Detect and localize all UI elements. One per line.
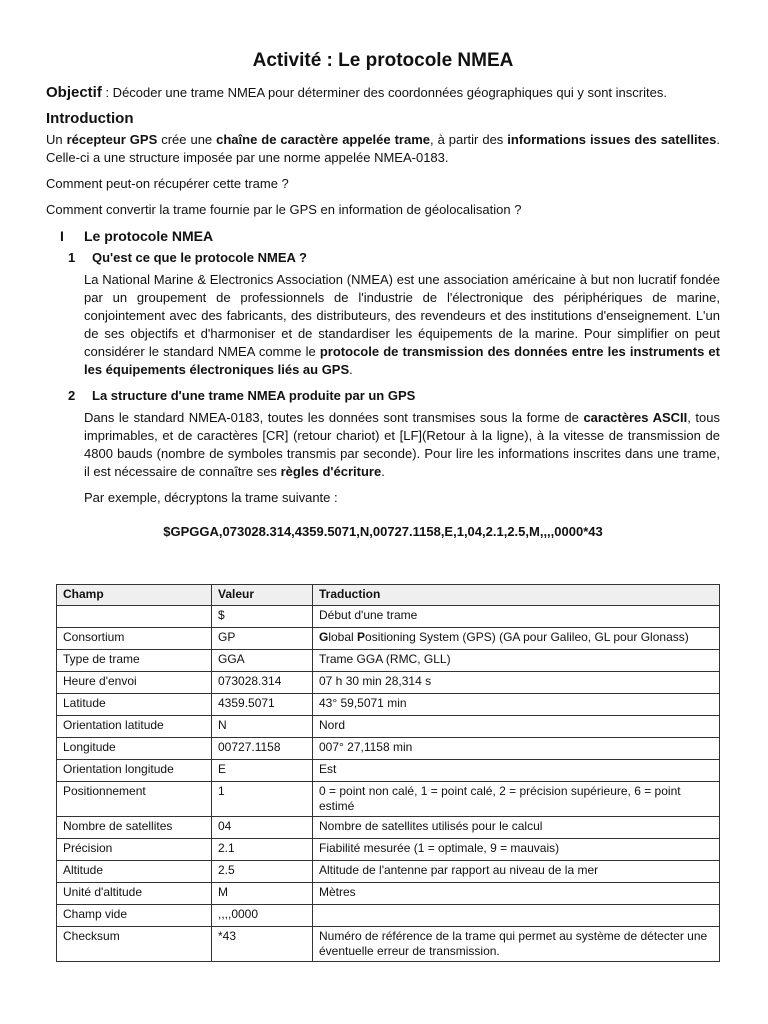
cell-traduction <box>313 905 720 927</box>
cell-valeur: 4359.5071 <box>212 694 313 716</box>
nmea-frame: $GPGGA,073028.314,4359.5071,N,00727.1158,E,1,04,2.1,2.5,M,,,,0000*43 <box>163 524 603 539</box>
cell-champ <box>57 606 212 628</box>
cell-valeur: 00727.1158 <box>212 738 313 760</box>
page-title: Activité : Le protocole NMEA <box>252 50 514 71</box>
cell-traduction: Altitude de l'antenne par rapport au niveau de la mer <box>313 861 720 883</box>
cell-traduction: Numéro de référence de la trame qui permet au système de détecter une éventuelle erreur de transmission. <box>313 927 720 962</box>
cell-valeur: ,,,,0000 <box>212 905 313 927</box>
paragraph-bold: caractères ASCII <box>583 410 688 425</box>
cell-champ: Altitude <box>57 861 212 883</box>
intro-question-2: Comment convertir la trame fournie par le GPS en information de géolocalisation ? <box>46 202 522 217</box>
objective-label: Objectif <box>46 84 102 101</box>
cell-valeur: N <box>212 716 313 738</box>
cell-traduction: Mètres <box>313 883 720 905</box>
cell-champ: Consortium <box>57 628 212 650</box>
cell-traduction: 43° 59,5071 min <box>313 694 720 716</box>
table-row <box>57 817 720 839</box>
paragraph-text: , tous imprimables, et de caractères [CR] (retour chariot) et [LF](Retour à la ligne), à la vitesse de transmission de 4800 bauds (nombre de symboles transmis par seconde). Pour lire les informations inscrites dans une trame, il est nécessaire de connaître ses <box>84 410 720 479</box>
table-row <box>57 694 720 716</box>
cell-valeur: 2.5 <box>212 861 313 883</box>
intro-text: , à partir des <box>430 132 508 147</box>
cell-champ: Champ vide <box>57 905 212 927</box>
table-row <box>57 839 720 861</box>
bold-letter: G <box>319 630 329 644</box>
cell-champ: Type de trame <box>57 650 212 672</box>
cell-traduction: Nombre de satellites utilisés pour le calcul <box>313 817 720 839</box>
intro-heading: Introduction <box>46 110 134 127</box>
bold-letter: P <box>357 630 366 644</box>
objective-text: : Décoder une trame NMEA pour déterminer des coordonnées géographiques qui y sont inscrites. <box>101 85 667 100</box>
cell-valeur: E <box>212 760 313 782</box>
intro-bold: informations issues des satellites <box>507 132 717 147</box>
section-number: I <box>60 228 64 244</box>
subsection-2-paragraph <box>84 409 720 481</box>
cell-valeur: M <box>212 883 313 905</box>
nmea-table <box>56 584 720 962</box>
cell-valeur: 2.1 <box>212 839 313 861</box>
paragraph-text: . <box>349 362 353 377</box>
table-row <box>57 861 720 883</box>
cell-valeur: GGA <box>212 650 313 672</box>
cell-traduction: Nord <box>313 716 720 738</box>
cell-text: ositioning System (GPS) (GA pour Galileo, GL pour Glonass) <box>365 630 689 644</box>
header-valeur: Valeur <box>212 585 313 606</box>
header-traduction: Traduction <box>313 585 720 606</box>
cell-valeur: 073028.314 <box>212 672 313 694</box>
objective-paragraph <box>46 84 720 102</box>
subsection-1-heading <box>68 249 720 267</box>
intro-text: Un <box>46 132 67 147</box>
intro-question-1: Comment peut-on récupérer cette trame ? <box>46 176 289 191</box>
subsection-number: 1 <box>68 250 76 265</box>
cell-champ: Latitude <box>57 694 212 716</box>
paragraph-text: Dans le standard NMEA-0183, toutes les données sont transmises sous la forme de <box>84 410 584 425</box>
cell-champ: Checksum <box>57 927 212 962</box>
cell-champ: Heure d'envoi <box>57 672 212 694</box>
cell-traduction: Fiabilité mesurée (1 = optimale, 9 = mauvais) <box>313 839 720 861</box>
cell-valeur: $ <box>212 606 313 628</box>
subsection-title: La structure d'une trame NMEA produite par un GPS <box>92 388 416 403</box>
table-row <box>57 716 720 738</box>
section-title: Le protocole NMEA <box>84 228 214 244</box>
paragraph-bold: protocole de transmission des données entre les instruments et les équipements électroniques liés au GPS <box>84 344 720 377</box>
paragraph-text: La National Marine & Electronics Association (NMEA) est une association américaine à but non lucratif fondée par un groupement de professionnels de l'industrie de l'électronique des périphériques de marine, conjointement avec des fabricants, des distributeurs, des revendeurs et des institutions d'enseignement. L'un de ses objectifs et d'harmoniser et de standardiser les équipements de la marine. Pour simplifier on peut considérer le standard NMEA comme le <box>84 272 720 359</box>
table-row <box>57 905 720 927</box>
example-intro: Par exemple, décryptons la trame suivante : <box>84 490 338 505</box>
subsection-1-paragraph <box>84 271 720 379</box>
cell-champ: Orientation longitude <box>57 760 212 782</box>
cell-champ: Nombre de satellites <box>57 817 212 839</box>
cell-champ: Précision <box>57 839 212 861</box>
cell-valeur: *43 <box>212 927 313 962</box>
section-1-heading <box>60 227 720 245</box>
paragraph-bold: règles d'écriture <box>280 464 382 479</box>
intro-text: . Celle-ci a une structure imposée par une norme appelée NMEA-0183. <box>46 132 721 165</box>
table-row <box>57 760 720 782</box>
intro-paragraph <box>46 131 720 167</box>
subsection-2-heading <box>68 387 720 405</box>
subsection-title: Qu'est ce que le protocole NMEA ? <box>92 250 307 265</box>
table-header-row <box>57 585 720 606</box>
paragraph-text: . <box>381 464 385 479</box>
cell-champ: Orientation latitude <box>57 716 212 738</box>
table-row <box>57 650 720 672</box>
document-page <box>46 50 720 555</box>
table-row <box>57 883 720 905</box>
cell-valeur: 04 <box>212 817 313 839</box>
cell-champ: Unité d'altitude <box>57 883 212 905</box>
cell-traduction: 0 = point non calé, 1 = point calé, 2 = précision supérieure, 6 = point estimé <box>313 782 720 817</box>
table-row <box>57 628 720 650</box>
cell-traduction: Trame GGA (RMC, GLL) <box>313 650 720 672</box>
cell-champ: Longitude <box>57 738 212 760</box>
intro-text: crée une <box>157 132 217 147</box>
table-row <box>57 782 720 817</box>
cell-traduction: 007° 27,1158 min <box>313 738 720 760</box>
cell-champ: Positionnement <box>57 782 212 817</box>
cell-text: lobal <box>328 630 358 644</box>
cell-valeur: 1 <box>212 782 313 817</box>
table-row <box>57 927 720 962</box>
header-champ: Champ <box>57 585 212 606</box>
intro-bold: chaîne de caractère appelée trame <box>216 132 430 147</box>
table-row <box>57 738 720 760</box>
cell-traduction <box>313 628 720 650</box>
intro-bold: récepteur GPS <box>66 132 158 147</box>
cell-traduction: 07 h 30 min 28,314 s <box>313 672 720 694</box>
table-row <box>57 606 720 628</box>
cell-valeur: GP <box>212 628 313 650</box>
table-row <box>57 672 720 694</box>
cell-traduction: Début d'une trame <box>313 606 720 628</box>
cell-traduction: Est <box>313 760 720 782</box>
subsection-number: 2 <box>68 388 76 403</box>
